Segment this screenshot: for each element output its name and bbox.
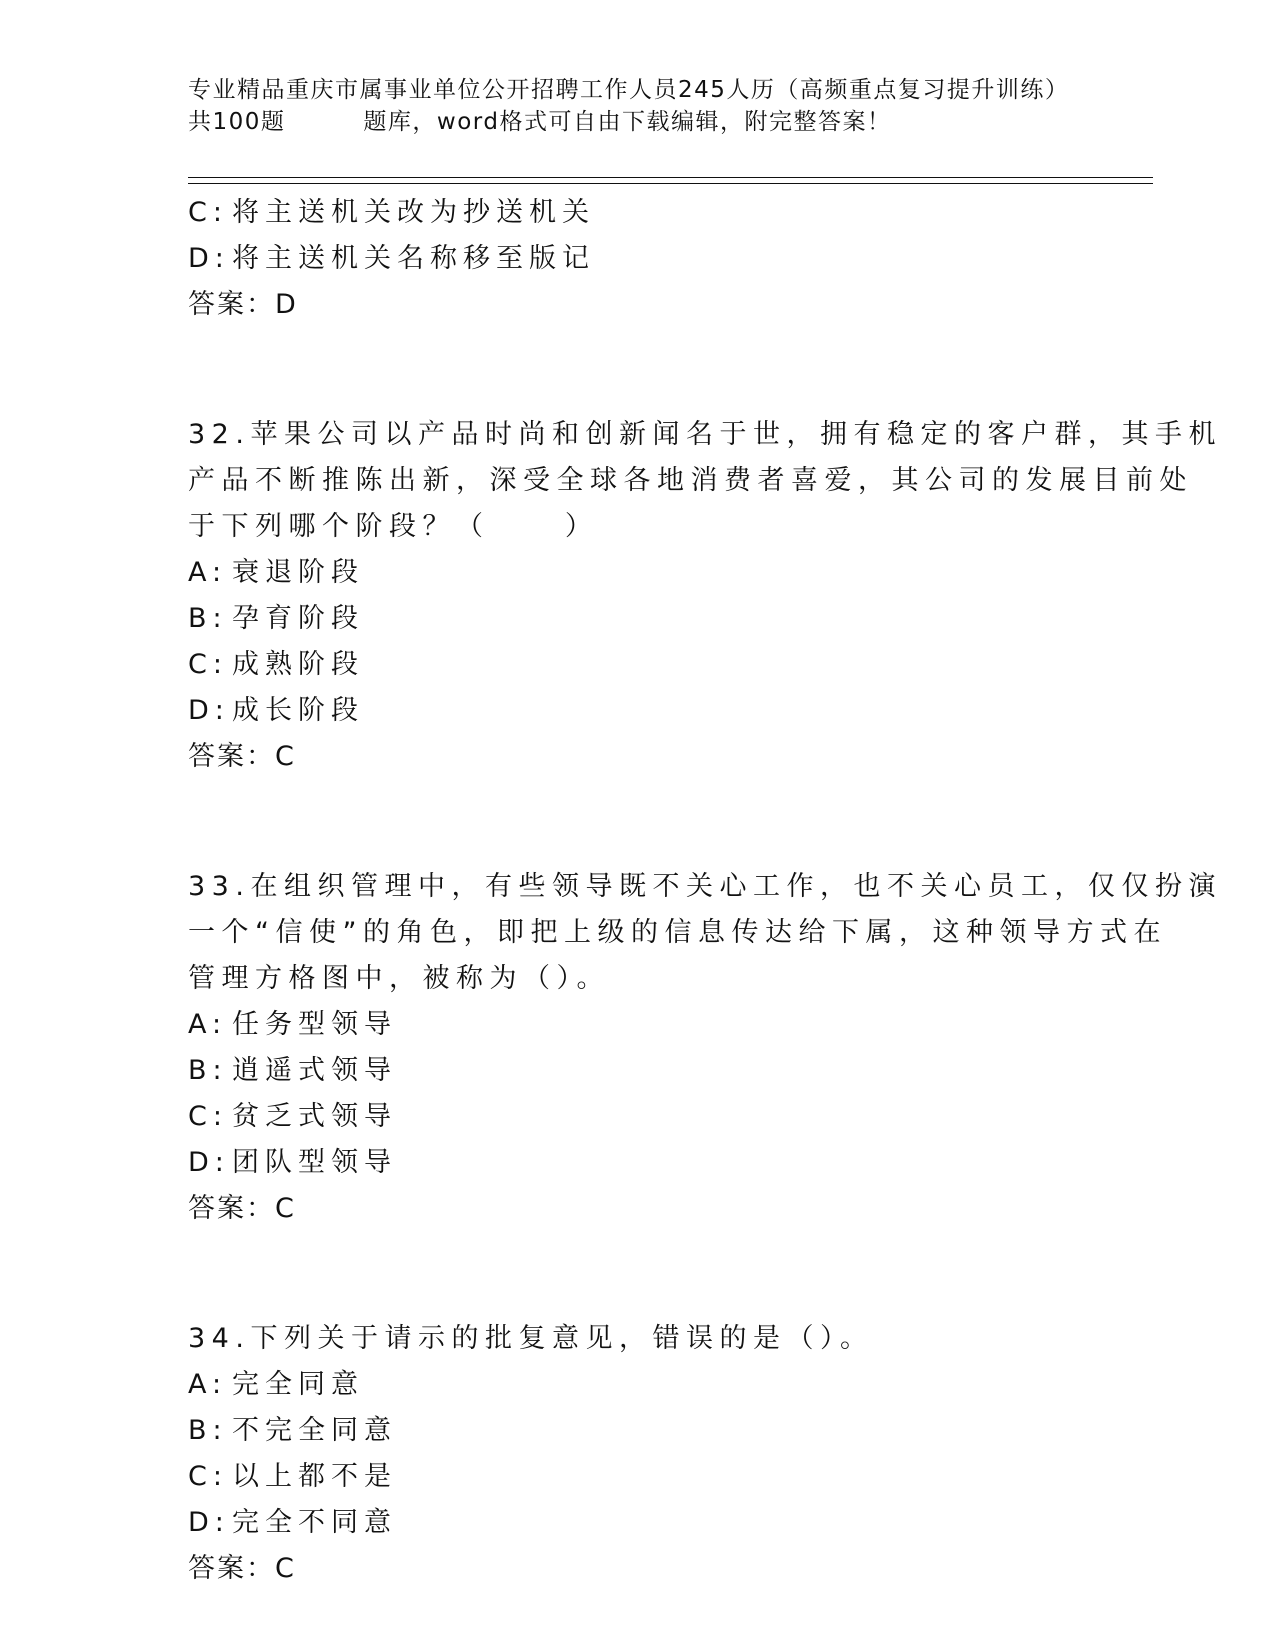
header-format-note: 题库，word格式可自由下载编辑，附完整答案！ bbox=[363, 109, 892, 135]
option-text: 以上都不是 bbox=[232, 1461, 397, 1492]
option-letter: C: bbox=[188, 1101, 228, 1132]
option-a bbox=[188, 550, 1088, 596]
question-text bbox=[188, 412, 1222, 550]
answer-line: 答案：C bbox=[188, 1193, 296, 1224]
question-33 bbox=[188, 864, 1222, 1232]
option-d bbox=[188, 236, 1088, 282]
option-a bbox=[188, 1362, 1088, 1408]
header-divider-top bbox=[188, 177, 1153, 178]
question-text bbox=[188, 1316, 1068, 1362]
question-text-line: 管理方格图中，被称为（）。 bbox=[188, 963, 610, 994]
option-d bbox=[188, 1500, 1088, 1546]
option-d bbox=[188, 1140, 1088, 1186]
option-c bbox=[188, 190, 1088, 236]
option-letter: D: bbox=[188, 695, 230, 726]
option-text: 将主送机关名称移至版记 bbox=[232, 243, 595, 274]
option-text: 不完全同意 bbox=[232, 1415, 397, 1446]
option-text: 将主送机关改为抄送机关 bbox=[232, 197, 595, 228]
header-subtitle-line bbox=[188, 106, 1088, 138]
option-letter: B: bbox=[188, 1055, 228, 1086]
document-body bbox=[188, 190, 1222, 1592]
option-letter: D: bbox=[188, 1507, 230, 1538]
option-letter: C: bbox=[188, 197, 228, 228]
option-b bbox=[188, 1408, 1088, 1454]
option-c bbox=[188, 1094, 1088, 1140]
option-text: 贫乏式领导 bbox=[232, 1101, 397, 1132]
question-34 bbox=[188, 1316, 1088, 1592]
question-text-line: 33.在组织管理中，有些领导既不关心工作，也不关心员工，仅仅扮演 bbox=[188, 871, 1222, 902]
option-letter: B: bbox=[188, 603, 228, 634]
document-header bbox=[188, 74, 1088, 138]
option-b bbox=[188, 596, 1088, 642]
question-text-line: 于下列哪个阶段？（ ） bbox=[188, 511, 599, 542]
option-letter: C: bbox=[188, 1461, 228, 1492]
question-text-line: 32.苹果公司以产品时尚和创新闻名于世，拥有稳定的客户群，其手机 bbox=[188, 419, 1222, 450]
option-b bbox=[188, 1048, 1088, 1094]
option-text: 逍遥式领导 bbox=[232, 1055, 397, 1086]
question-32 bbox=[188, 412, 1222, 780]
question-text bbox=[188, 864, 1222, 1002]
answer-line: 答案：C bbox=[188, 1553, 296, 1584]
option-letter: C: bbox=[188, 649, 228, 680]
option-text: 孕育阶段 bbox=[232, 603, 364, 634]
option-letter: A: bbox=[188, 557, 228, 588]
question-text-line: 34.下列关于请示的批复意见，错误的是（）。 bbox=[188, 1323, 874, 1354]
header-divider-bottom bbox=[188, 183, 1153, 184]
header-title-line: 专业精品重庆市属事业单位公开招聘工作人员245人历（高频重点复习提升训练） bbox=[188, 77, 1070, 103]
option-letter: B: bbox=[188, 1415, 228, 1446]
option-letter: A: bbox=[188, 1369, 228, 1400]
question-31-continued bbox=[188, 190, 1088, 328]
option-text: 成熟阶段 bbox=[232, 649, 364, 680]
question-text-line: 产品不断推陈出新，深受全球各地消费者喜爱，其公司的发展目前处 bbox=[188, 465, 1193, 496]
option-d bbox=[188, 688, 1088, 734]
option-text: 任务型领导 bbox=[232, 1009, 397, 1040]
option-text: 衰退阶段 bbox=[232, 557, 364, 588]
option-text: 完全不同意 bbox=[232, 1507, 397, 1538]
header-question-count: 共100题 bbox=[188, 109, 286, 135]
option-a bbox=[188, 1002, 1088, 1048]
option-letter: D: bbox=[188, 243, 230, 274]
option-text: 成长阶段 bbox=[232, 695, 364, 726]
option-c bbox=[188, 1454, 1088, 1500]
option-letter: D: bbox=[188, 1147, 230, 1178]
question-text-line: 一个“信使”的角色，即把上级的信息传达给下属，这种领导方式在 bbox=[188, 917, 1167, 948]
option-letter: A: bbox=[188, 1009, 228, 1040]
option-text: 完全同意 bbox=[232, 1369, 364, 1400]
answer-line: 答案：C bbox=[188, 741, 296, 772]
option-text: 团队型领导 bbox=[232, 1147, 397, 1178]
option-c bbox=[188, 642, 1088, 688]
answer-line: 答案：D bbox=[188, 289, 298, 320]
